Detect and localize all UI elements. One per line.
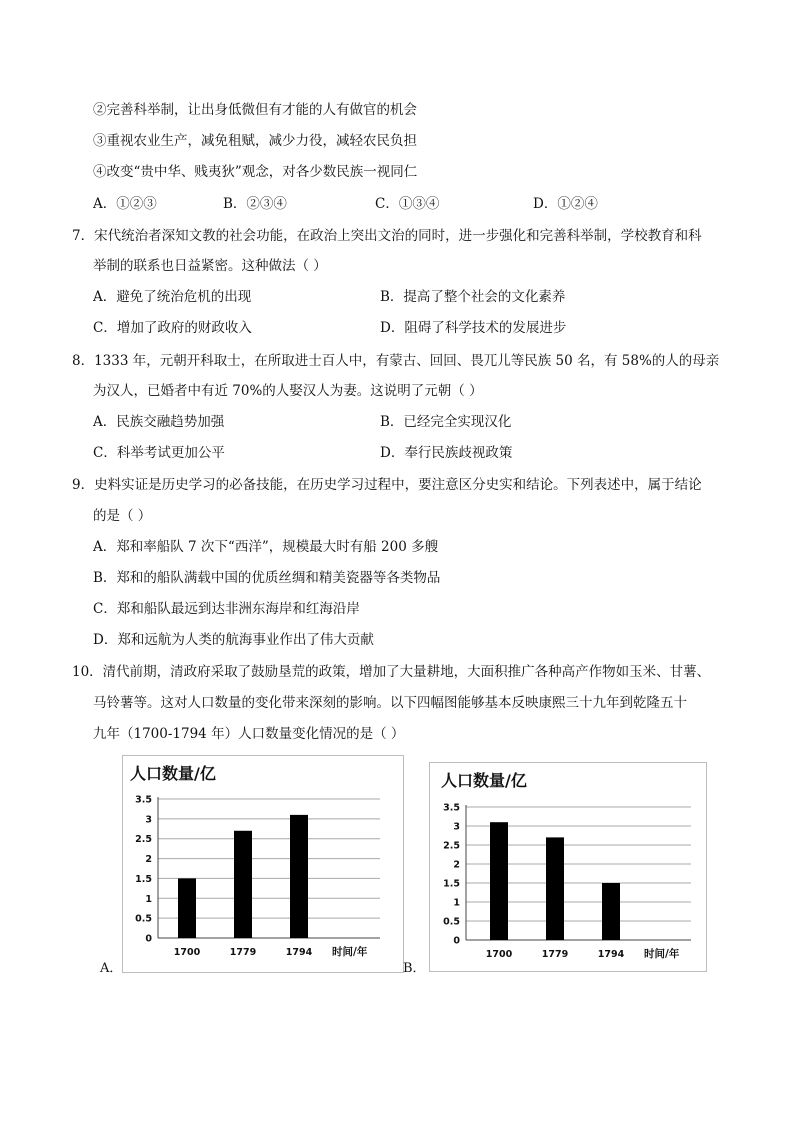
chart-a-option-label: A．	[100, 961, 123, 976]
chart-a-ytick: 3.5	[135, 794, 152, 806]
q10-stem-line2: 马铃薯等。这对人口数量的变化带来深刻的影响。以下四幅图能够基本反映康熙三十九年到乾隆五十	[93, 695, 687, 711]
q9-stem-line2: 的是（ ）	[93, 508, 152, 524]
chart-b-svg	[429, 762, 707, 972]
chart-a-ytick: 2	[145, 854, 152, 866]
q8-option-c: C．科举考试更加公平	[93, 445, 225, 461]
statement-3: ③重视农业生产，减免租赋，减少力役，减轻农民负担	[93, 133, 417, 149]
chart-a-bar	[234, 831, 252, 938]
chart-a-frame	[123, 756, 404, 973]
q9-stem-line1: 9．史料实证是历史学习的必备技能，在历史学习过程中，要注意区分史实和结论。下列表述中，属于结论	[72, 477, 702, 493]
chart-a-ytick: 0.5	[135, 913, 152, 925]
chart-b-title: 人口数量/亿	[441, 771, 527, 790]
chart-b-xtick: 1794	[597, 949, 625, 960]
q9-option-b: B．郑和的船队满载中国的优质丝绸和精美瓷器等各类物品	[93, 570, 441, 586]
chart-a-xtick: 1700	[173, 947, 201, 958]
chart-a-xtick: 1794	[285, 947, 313, 958]
chart-a-bar	[290, 815, 308, 938]
chart-b-ytick: 2.5	[443, 840, 460, 852]
chart-b-option-label: B．	[403, 961, 426, 976]
q6-option-b: B．②③④	[223, 196, 287, 212]
q7-option-b: B．提高了整个社会的文化素养	[380, 289, 566, 305]
chart-b-ytick: 0.5	[443, 916, 460, 928]
chart-a-ytick: 1.5	[135, 873, 152, 885]
q9-option-d: D．郑和远航为人类的航海事业作出了伟大贡献	[93, 632, 374, 648]
q8-option-d: D．奉行民族歧视政策	[380, 445, 513, 461]
chart-a	[122, 755, 404, 973]
q6-option-d: D．①②④	[533, 196, 598, 212]
q6-option-c: C．①③④	[375, 196, 440, 212]
q6-option-a: A．①②③	[93, 196, 157, 212]
q9-option-a: A．郑和率船队 7 次下“西洋”，规模最大时有船 200 多艘	[93, 539, 439, 555]
chart-b-ytick: 0	[453, 935, 460, 947]
chart-b-bar	[546, 837, 564, 940]
q8-option-a: A．民族交融趋势加强	[93, 414, 225, 430]
chart-b-xlabel: 时间/年	[644, 948, 680, 960]
chart-a-xtick: 1779	[229, 947, 257, 958]
q8-stem-line2: 为汉人，已婚者中有近 70%的人娶汉人为妻。这说明了元朝（ ）	[93, 383, 483, 399]
chart-a-title: 人口数量/亿	[130, 764, 216, 783]
chart-a-ytick: 2.5	[135, 834, 152, 846]
q10-stem-line1: 10．清代前期，清政府采取了鼓励垦荒的政策，增加了大量耕地，大面积推广各种高产作物如玉米、甘薯、	[72, 664, 711, 680]
statement-2: ②完善科举制，让出身低微但有才能的人有做官的机会	[93, 102, 417, 118]
q7-option-a: A．避免了统治危机的出现	[93, 289, 252, 305]
q10-stem-line3: 九年（1700-1794 年）人口数量变化情况的是（ ）	[93, 726, 405, 742]
q8-stem-line1: 8．1333 年，元朝开科取士，在所取进士百人中，有蒙古、回回、畏兀儿等民族 50 名，有 58%的人的母亲	[72, 353, 720, 369]
chart-b-bar	[602, 883, 620, 940]
chart-a-xlabel: 时间/年	[332, 946, 368, 958]
chart-b-xtick: 1700	[485, 949, 513, 960]
q7-stem-line2: 举制的联系也日益紧密。这种做法（ ）	[93, 258, 327, 274]
chart-b-ytick: 3	[453, 821, 460, 833]
chart-a-bar	[178, 878, 196, 938]
chart-b-ytick: 2	[453, 859, 460, 871]
chart-b-bar	[490, 822, 508, 940]
q7-stem-line1: 7．宋代统治者深知文教的社会功能，在政治上突出文治的同时，进一步强化和完善科举制，学校教育和科	[72, 228, 702, 244]
chart-b-ytick: 1	[453, 897, 460, 909]
q7-option-d: D．阻碍了科学技术的发展进步	[380, 320, 567, 336]
q8-option-b: B．已经完全实现汉化	[380, 414, 512, 430]
chart-b	[429, 762, 707, 972]
chart-b-ytick: 3.5	[443, 802, 460, 814]
chart-b-ytick: 1.5	[443, 878, 460, 890]
chart-a-ytick: 0	[145, 933, 152, 945]
chart-a-ytick: 3	[145, 814, 152, 826]
statement-4: ④改变“贵中华、贱夷狄”观念，对各少数民族一视同仁	[93, 164, 418, 180]
q9-option-c: C．郑和船队最远到达非洲东海岸和红海沿岸	[93, 601, 360, 617]
q7-option-c: C．增加了政府的财政收入	[93, 320, 252, 336]
chart-a-svg	[122, 755, 404, 973]
chart-b-xtick: 1779	[541, 949, 569, 960]
chart-a-ytick: 1	[145, 893, 152, 905]
